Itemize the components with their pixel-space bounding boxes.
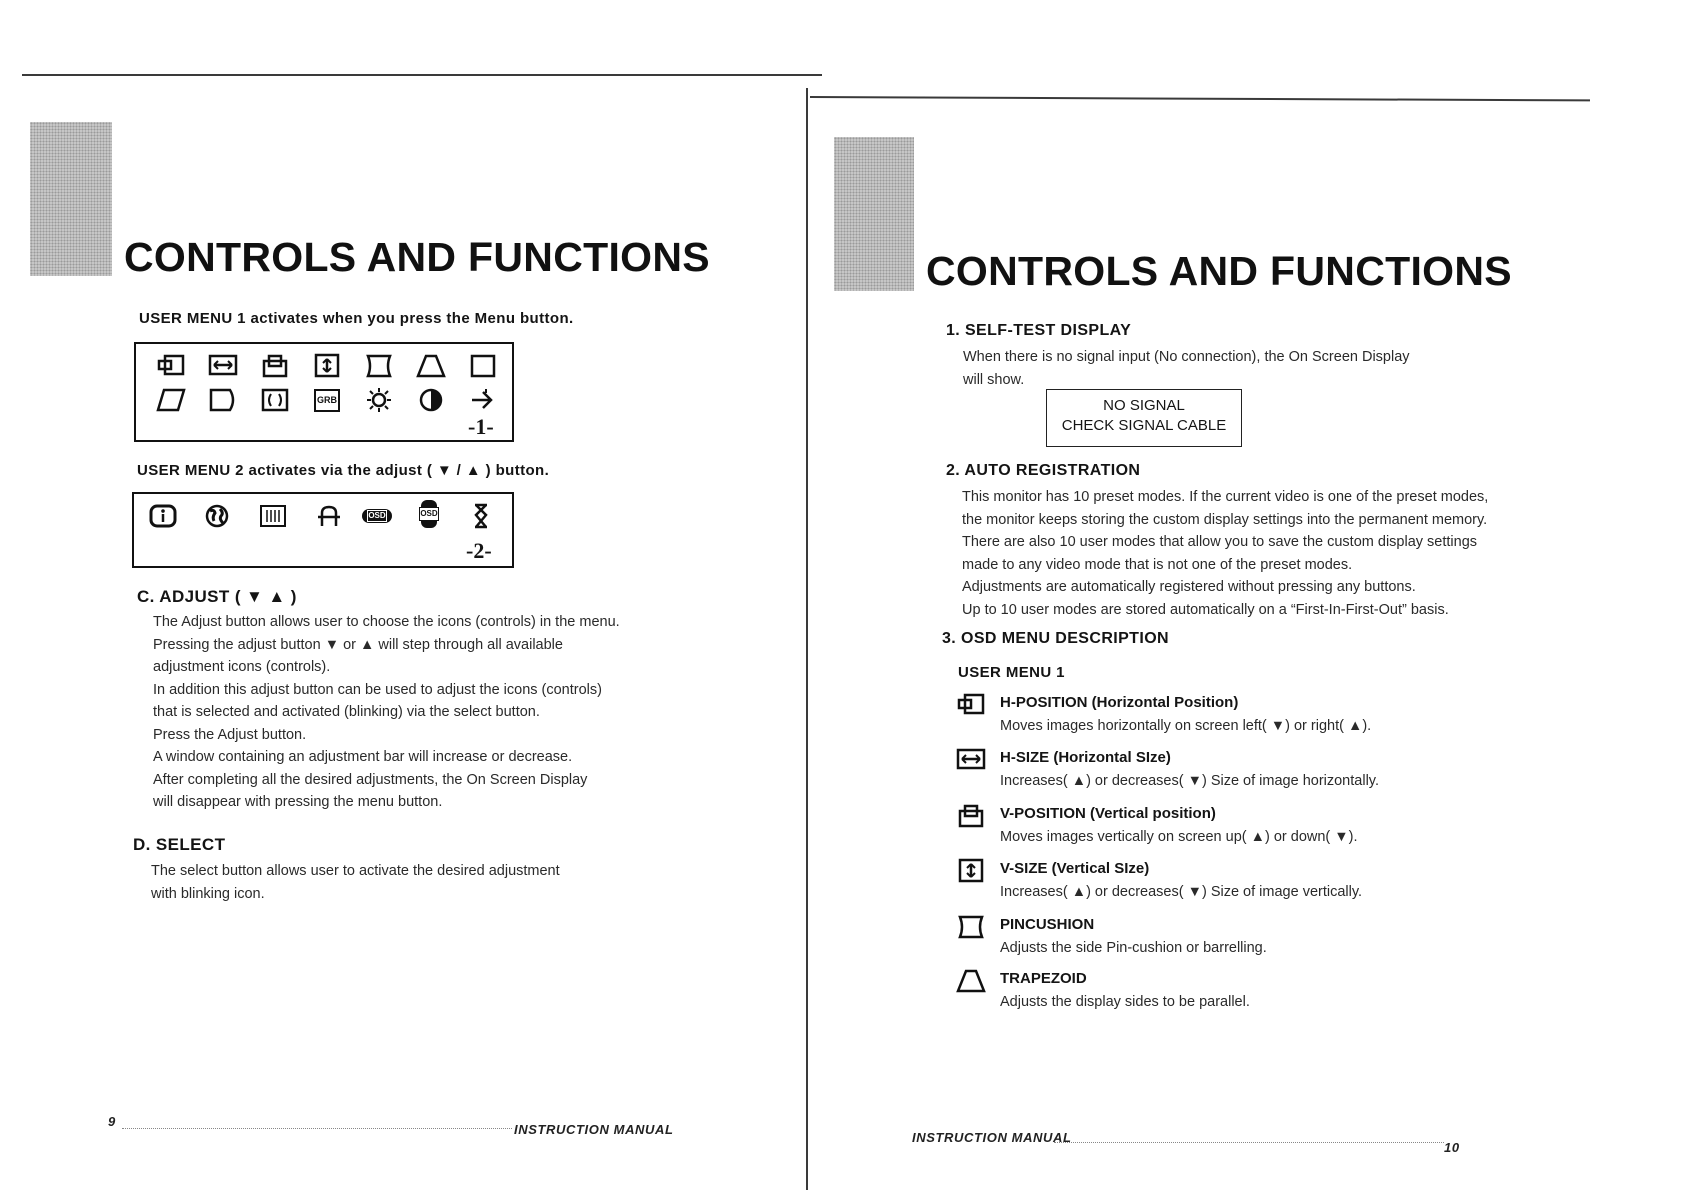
zoom-icon — [260, 386, 290, 414]
item-title: TRAPEZOID — [1000, 970, 1087, 987]
menu-1-number: -1- — [468, 414, 494, 439]
adjust-line: adjustment icons (controls). — [153, 659, 331, 675]
no-signal-text: NO SIGNAL — [1103, 397, 1185, 414]
footer-leader-dots — [122, 1128, 512, 1130]
auto-registration-heading: 2. AUTO REGISTRATION — [946, 462, 1141, 479]
item-title: V-POSITION (Vertical position) — [1000, 805, 1216, 822]
degauss-icon — [314, 502, 344, 530]
item-title: PINCUSHION — [1000, 916, 1095, 933]
osd-label: OSD — [368, 511, 386, 520]
title-shade-block — [834, 137, 914, 291]
footer-manual-label: INSTRUCTION MANUAL — [912, 1130, 1072, 1145]
auto-reg-line: Up to 10 user modes are stored automatically on a “First-In-First-Out” basis. — [962, 601, 1449, 618]
item-desc: Increases( ▲) or decreases( ▼) Size of image vertically. — [1000, 884, 1363, 900]
color-rgb-icon — [312, 386, 342, 414]
footer-page-number: 10 — [1444, 1140, 1460, 1155]
rgb-label: GRB — [314, 389, 340, 412]
footer-page-number: 9 — [108, 1114, 116, 1129]
auto-reg-line: Adjustments are automatically registered without pressing any buttons. — [962, 579, 1416, 595]
next-menu-icon — [468, 386, 498, 414]
title-shade-block — [30, 122, 112, 276]
menu-2-number: -2- — [466, 538, 492, 563]
h-size-icon — [208, 352, 238, 380]
item-desc: Adjusts the side Pin-cushion or barrelling. — [1000, 940, 1267, 956]
h-size-icon — [956, 747, 986, 773]
select-line: The select button allows user to activate the desired adjustment — [151, 863, 560, 879]
v-size-icon — [956, 858, 986, 884]
auto-reg-line: There are also 10 user modes that allow you to save the custom display settings — [962, 534, 1478, 550]
menu2-intro: USER MENU 2 activates via the adjust ( ▼ / ▲ ) button. — [137, 462, 550, 479]
self-test-body — [963, 346, 1410, 391]
self-test-line: will show. — [963, 371, 1025, 388]
brightness-icon — [364, 386, 394, 414]
self-test-heading: 1. SELF-TEST DISPLAY — [946, 322, 1132, 339]
select-body — [151, 860, 560, 905]
adjust-line: Press the Adjust button. — [153, 726, 307, 743]
adjust-line: that is selected and activated (blinking) via the select button. — [153, 704, 540, 720]
adjust-body — [153, 611, 620, 814]
item-title: H-SIZE (Horizontal SIze) — [1000, 749, 1171, 766]
h-position-icon — [156, 352, 186, 380]
adjust-heading: C. ADJUST ( ▼ ▲ ) — [137, 587, 297, 606]
v-size-icon — [312, 352, 342, 380]
self-test-line: When there is no signal input (No connection), the On Screen Display — [963, 349, 1410, 365]
parallelogram-icon — [468, 352, 498, 380]
information-icon — [148, 502, 178, 530]
right-page — [808, 0, 1682, 1190]
language-icon — [202, 502, 232, 530]
contrast-icon — [416, 386, 446, 414]
auto-reg-line: This monitor has 10 preset modes. If the current video is one of the preset modes, — [962, 489, 1489, 505]
adjust-line: The Adjust button allows user to choose the icons (controls) in the menu. — [153, 614, 620, 630]
h-position-icon — [956, 692, 986, 718]
select-heading: D. SELECT — [133, 835, 226, 854]
no-signal-box — [1046, 389, 1242, 447]
osd-label: OSD — [419, 507, 439, 521]
auto-reg-line: made to any video mode that is not one of the preset modes. — [962, 556, 1353, 573]
user-menu-2-box — [132, 492, 514, 568]
item-title: H-POSITION (Horizontal Position) — [1000, 694, 1239, 711]
footer-leader-dots — [1054, 1142, 1444, 1144]
osd-timer-icon — [466, 502, 496, 530]
trapezoid-icon — [416, 352, 446, 380]
pincushion-icon — [364, 352, 394, 380]
page-title: CONTROLS AND FUNCTIONS — [926, 248, 1512, 294]
auto-reg-line: the monitor keeps storing the custom display settings into the permanent memory. — [962, 511, 1488, 528]
item-desc: Moves images vertically on screen up( ▲) or down( ▼). — [1000, 829, 1358, 845]
moire-icon — [258, 502, 288, 530]
item-desc: Moves images horizontally on screen left( ▼) or right( ▲). — [1000, 718, 1372, 734]
trapezoid-icon — [956, 968, 986, 994]
v-position-icon — [260, 352, 290, 380]
user-menu-1-subheading: USER MENU 1 — [958, 664, 1065, 681]
page-title: CONTROLS AND FUNCTIONS — [124, 234, 710, 280]
item-desc: Adjusts the display sides to be parallel. — [1000, 994, 1250, 1010]
osd-menu-heading: 3. OSD MENU DESCRIPTION — [942, 630, 1170, 647]
v-position-icon — [956, 803, 986, 829]
rotation-icon — [156, 386, 186, 414]
adjust-line: A window containing an adjustment bar will increase or decrease. — [153, 749, 573, 765]
menu1-intro: USER MENU 1 activates when you press the Menu button. — [139, 310, 574, 327]
item-desc: Increases( ▲) or decreases( ▼) Size of image horizontally. — [1000, 773, 1379, 789]
adjust-line: After completing all the desired adjustments, the On Screen Display — [153, 771, 588, 788]
pin-balance-icon — [208, 386, 238, 414]
adjust-line: In addition this adjust button can be used to adjust the icons (controls) — [153, 681, 602, 698]
adjust-line: will disappear with pressing the menu button. — [153, 794, 443, 810]
pincushion-icon — [956, 914, 986, 940]
auto-registration-body — [962, 486, 1488, 621]
osd-v-position-icon — [414, 500, 444, 528]
item-title: V-SIZE (Vertical SIze) — [1000, 860, 1150, 877]
adjust-line: Pressing the adjust button ▼ or ▲ will step through all available — [153, 636, 563, 653]
user-menu-1-box — [134, 342, 514, 442]
check-cable-text: CHECK SIGNAL CABLE — [1061, 417, 1227, 434]
select-line: with blinking icon. — [151, 885, 265, 902]
osd-h-position-icon — [362, 502, 392, 530]
left-page — [0, 0, 806, 1190]
footer-manual-label: INSTRUCTION MANUAL — [514, 1122, 674, 1137]
